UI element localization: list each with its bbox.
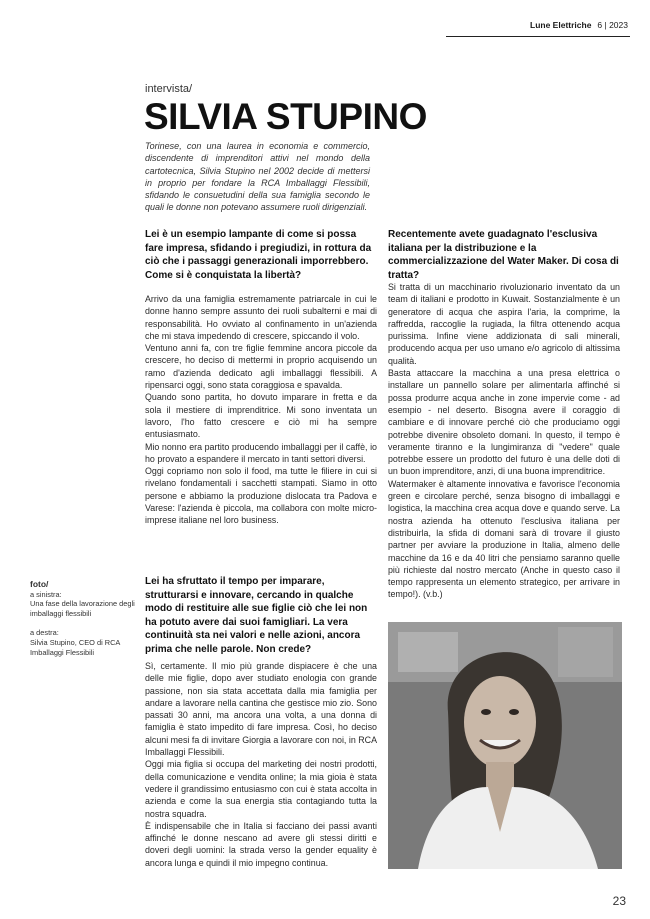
answer-2 xyxy=(145,660,377,869)
article-title: SILVIA STUPINO xyxy=(144,96,427,137)
answer-3-paragraph: Watermaker è altamente innovativa e favorisce l'economia green e circolare perché, senza bisogno di imballaggi e logistica, la macchina crea acqua dove e quando serve. La nostra azienda ha ottenuto l'esclusiva italiana per distribuirla, la sfida di domani sarà di trovare il giusto partner per avviare la produzione in Italia, almeno delle macchine da 16 e da 40 litri che pensiamo saranno quelle più richieste dal nostro mercato (Anche in questo caso il tempo rappresenta un elemento strategico, per arrivare in tempo!). (v.b.) xyxy=(388,478,620,600)
answer-3-paragraph: Si tratta di un macchinario rivoluzionario inventato da un team di italiani e prodotto in Kuwait. Sostanzialmente è un generatore di acqua che aspira l'aria, la comprime, la raffredda, raccoglie la rugiada, la filtra ottenendo acqua purissima. Infine viene addizionata di sali minerali, producendo acqua per uso umano e/o agricolo di altissima qualità. xyxy=(388,282,620,366)
answer-1 xyxy=(145,293,377,527)
header-rule xyxy=(446,36,630,37)
caption-label: foto/ xyxy=(30,579,49,589)
issue-number: 6 | 2023 xyxy=(597,20,628,30)
answer-2-paragraph: È indispensabile che in Italia si facciano dei passi avanti affinché le donne nescano ad avere gli stessi diritti e doveri degli uomini: la strada verso la gender equality è ancora lunga e quindi il mio impegno continua. xyxy=(145,820,377,868)
answer-3-paragraph: Basta attaccare la macchina a una presa elettrica o installare un pannello solare per alimentarla affinché si possa produrre acqua anche in zone impervie come - ad esempio - nel deserto. Bisogna avere il coraggio di cambiare e di innovare perché ciò che produciamo oggi potrebbe divenire obsoleto domani. In questo, il tempo è veramente tiranno e la lungimiranza di "vedere" quale potrebbe essere un prodotto del futuro è una delle doti di un buon imprenditore, anzi, di una buona imprenditrice. xyxy=(388,368,620,477)
answer-1-paragraph: Mio nonno era partito producendo imballaggi per il caffè, io ho provato a espandere il mercato in tanti settori diversi. xyxy=(145,441,377,464)
magazine-name: Lune Elettriche xyxy=(530,20,592,30)
page-number: 23 xyxy=(612,894,626,908)
answer-1-paragraph: Oggi copriamo non solo il food, ma tutte le filiere in cui si rivelano fondamentali i sacchetti stampati. Siamo in otto persone e abbiamo la produzione dislocata tra Padova e Varese: l'azienda è piccola, ma collabora con molte micro-imprese italiane nel loro business. xyxy=(145,466,377,526)
portrait-illustration xyxy=(388,622,622,869)
answer-1-paragraph: Ventuno anni fa, con tre figlie femmine ancora piccole da crescere, ho deciso di mettermi in proprio acquisendo un ramo d'azienda dedicato agli imballaggi flessibili. A ripensarci oggi, sono stata coraggiosa e spavalda. xyxy=(145,343,377,391)
caption-left-text: Una fase della lavorazione degli imballaggi flessibili xyxy=(30,599,135,618)
answer-3 xyxy=(388,281,620,601)
article-intro: Torinese, con una laurea in economia e commercio, discendente di imprenditori attivi nel mondo della cartotecnica, Silvia Stupino nel 2002 decide di mettersi in proprio per fondare la RCA Imballaggi Flessibili, sfidando le consuetudini della sua famiglia secondo le quali le donne non potevano assumere ruoli dirigenziali. xyxy=(145,141,370,213)
section-kicker: intervista/ xyxy=(145,83,193,95)
question-1: Lei è un esempio lampante di come si possa fare impresa, sfidando i pregiudizi, in rottura da ciò che i passaggi generazionali imporrebbero. Come si è conquistata la libertà? xyxy=(145,229,372,281)
caption-right-title: a destra: xyxy=(30,628,59,638)
caption-right-text: Silvia Stupino, CEO di RCA Imballaggi Flessibili xyxy=(30,637,120,657)
photo-caption xyxy=(30,580,135,657)
answer-2-paragraph: Oggi mia figlia si occupa del marketing dei nostri prodotti, della comunicazione e vendita online; la mia gioia è stata vedere il grandissimo entusiasmo con cui è stata accolta in azienda e come la sua energia stia contagiando tutta la nostra squadra. xyxy=(145,759,377,819)
question-3: Recentemente avete guadagnato l'esclusiva italiana per la distribuzione e la commercializzazione del Water Maker. Di cosa di tratta? xyxy=(388,229,619,281)
portrait-photo xyxy=(388,622,622,869)
caption-left-title: a sinistra: xyxy=(30,589,62,599)
answer-1-paragraph: Quando sono partita, ho dovuto imparare in fretta e da sola il mestiere di imprenditrice. Mi sono inventata un lavoro, l'ho fatto crescere e ciò mi ha sempre entusiasmato. xyxy=(145,392,377,440)
answer-1-paragraph: Arrivo da una famiglia estremamente patriarcale in cui le donne hanno sempre assunto dei ruoli subalterni e mai di responsabilità. Ho ovviato al confinamento in un'azienda che mi stava impedendo di crescere, spiccando il volo. xyxy=(145,294,377,341)
question-2: Lei ha sfruttato il tempo per imparare, strutturarsi e innovare, cercando in qualche modo di restituire alle sue figlie ciò che lei non ha potuto avere dai suoi famigliari. La vera continuità sta nei valori e nelle azioni, ancora prima che nelle parole. Non crede? xyxy=(145,576,368,655)
answer-2-paragraph: Sì, certamente. Il mio più grande dispiacere è che una delle mie figlie, dopo aver studiato enologia con grande passione, non sia stata accettata dalla mia famiglia per andare a lavorare nella cantina che gestisce mio zio. Sono passati 30 anni, ma ancora una volta, a una donna di famiglia è stato impedito di fare impresa. Così, ho deciso alcuni mesi fa di invitare Giorgia a lavorare con noi, in RCA Imballaggi Flessibili. xyxy=(145,661,377,758)
magazine-header xyxy=(530,20,628,30)
